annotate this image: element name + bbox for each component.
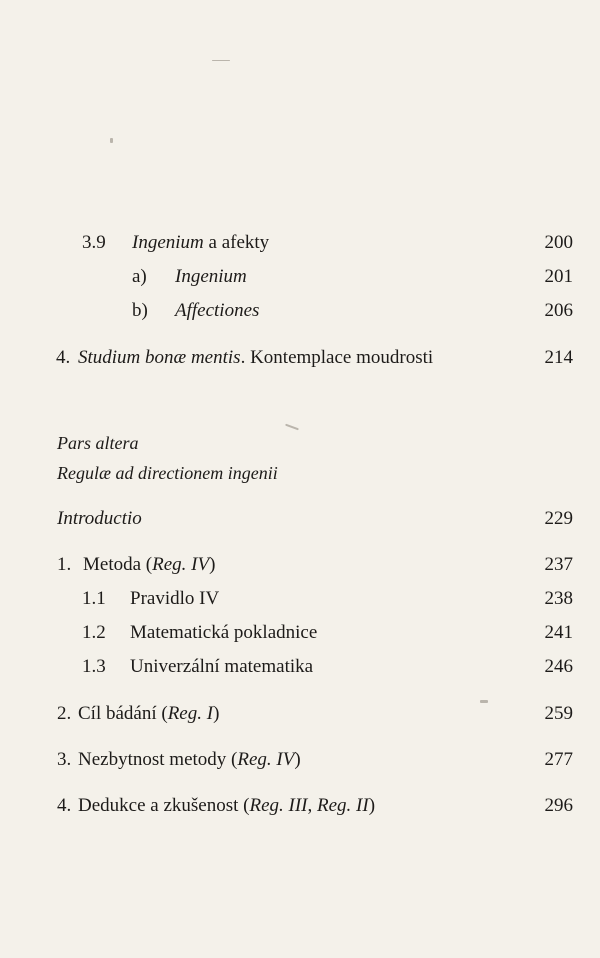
toc-title: Ingenium a afekty [132,232,270,253]
toc-page-number: 229 [544,508,573,529]
part-subheading: Regulæ ad directionem ingenii [57,463,278,483]
toc-page-number: 237 [544,554,573,575]
toc-title: Pravidlo IV [130,588,220,609]
toc-number: a) [132,266,147,287]
toc-page-number: 241 [544,622,573,643]
toc-title: Metoda (Reg. IV) [83,554,216,575]
toc-title: Nezbytnost metody (Reg. IV) [78,749,301,770]
toc-page-number: 259 [544,703,573,724]
toc-page-number: 206 [544,300,573,321]
toc-number: 1.1 [82,588,106,609]
toc-page-number: 277 [544,749,573,770]
toc-number: 4. [56,347,71,368]
toc-number: 1.2 [82,622,106,643]
scan-speck [212,60,230,61]
toc-number: 1. [57,554,72,575]
toc-number: 3.9 [82,232,106,253]
toc-page-number: 200 [544,232,573,253]
scan-speck [285,424,299,431]
toc-title: Studium bonæ mentis. Kontemplace moudrosti [78,347,434,368]
toc-page-number: 201 [544,266,573,287]
toc-title: Ingenium [175,266,247,287]
toc-number: 4. [57,795,72,816]
toc-number: 3. [57,749,72,770]
scan-speck [110,138,113,143]
toc-title: Introductio [57,508,142,529]
toc-number: 2. [57,703,72,724]
toc-title: Univerzální matematika [130,656,314,677]
toc-page-number: 214 [544,347,573,368]
part-heading: Pars altera [57,433,139,453]
scan-speck [480,700,488,703]
toc-page-number: 246 [544,656,573,677]
toc-title: Cíl bádání (Reg. I) [78,703,220,724]
toc-title: Matematická pokladnice [130,622,318,643]
toc-title: Affectiones [175,300,260,321]
toc-number: 1.3 [82,656,106,677]
toc-title: Dedukce a zkušenost (Reg. III, Reg. II) [78,795,376,816]
toc-page-number: 296 [544,795,573,816]
toc-page-number: 238 [544,588,573,609]
toc-number: b) [132,300,148,321]
